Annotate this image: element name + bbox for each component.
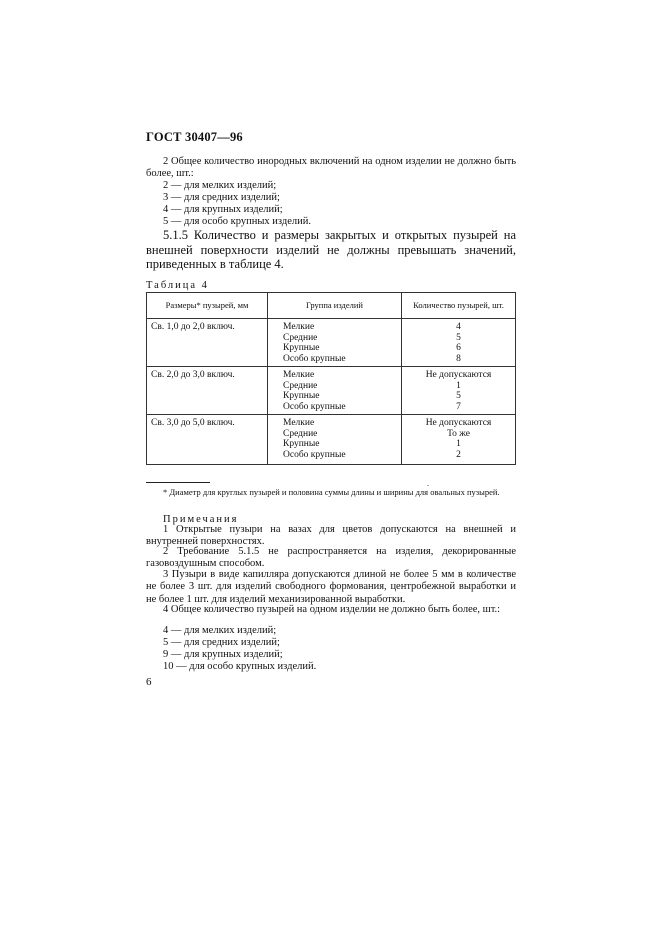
group-label: Особо крупные: [283, 401, 346, 412]
scan-speck: .: [427, 479, 429, 488]
header-count: Количество пузырей, шт.: [402, 293, 516, 319]
bubbles-table: [146, 292, 516, 465]
group-cell: [268, 367, 402, 415]
notes-title: Примечания: [163, 514, 239, 525]
group-label: Особо крупные: [283, 353, 346, 364]
count-cell: [402, 367, 516, 415]
note-2-paragraph: 2 Общее количество инородных включений на одном изделии не должно быть более, шт.:: [146, 156, 516, 180]
count-value: 5: [456, 332, 461, 343]
group-label: Особо крупные: [283, 449, 346, 460]
page-number: 6: [146, 676, 152, 688]
header-size: Размеры* пузырей, мм: [147, 293, 268, 319]
note-2-item-4: 5 — для особо крупных изделий.: [163, 216, 311, 227]
count-value: 2: [456, 449, 461, 460]
count-cell: [402, 415, 516, 465]
group-label: Средние: [283, 332, 318, 343]
note-4-item-1: 4 — для мелких изделий;: [163, 625, 277, 636]
count-value: 4: [456, 322, 461, 332]
group-label: Мелкие: [283, 322, 315, 332]
table-header-row: [147, 293, 516, 319]
group-label: Крупные: [283, 343, 320, 354]
count-value: То же: [447, 428, 470, 439]
note-4-item-3: 9 — для крупных изделий;: [163, 649, 283, 660]
count-value: Не допускаются: [425, 418, 492, 428]
group-label: Крупные: [283, 391, 320, 402]
count-value: 1: [456, 380, 461, 391]
group-label: Средние: [283, 380, 318, 391]
group-label: Средние: [283, 428, 318, 439]
note-2-item-3: 4 — для крупных изделий;: [163, 204, 283, 215]
note-2: 2 Требование 5.1.5 не распространяется на изделия, декорированные газовоздушным способом.: [146, 546, 516, 570]
footnote-divider: [146, 482, 210, 483]
count-cell: [402, 319, 516, 367]
document-header: ГОСТ 30407—96: [146, 130, 243, 144]
note-4-item-2: 5 — для средних изделий;: [163, 637, 280, 648]
count-value: Не допускаются: [425, 370, 492, 380]
table-caption: Таблица 4: [146, 280, 209, 291]
group-cell: [268, 319, 402, 367]
group-label: Мелкие: [283, 418, 315, 428]
table-row: [147, 415, 516, 465]
group-label: Крупные: [283, 439, 320, 450]
count-value: 7: [456, 401, 461, 412]
count-value: 5: [456, 391, 461, 402]
table-row: [147, 367, 516, 415]
group-label: Мелкие: [283, 370, 315, 380]
table-footnote: * Диаметр для круглых пузырей и половина суммы длины и ширины для овальных пузырей.: [163, 487, 500, 497]
note-1: 1 Открытые пузыри на вазах для цветов допускаются на внешней и внутренней поверхностях.: [146, 524, 516, 548]
header-group: Группа изделий: [268, 293, 402, 319]
note-2-item-2: 3 — для средних изделий;: [163, 192, 280, 203]
count-value: 6: [456, 343, 461, 354]
size-cell: Св. 2,0 до 3,0 включ.: [147, 367, 268, 415]
group-cell: [268, 415, 402, 465]
note-4: 4 Общее количество пузырей на одном изделии не должно быть более, шт.:: [163, 604, 501, 615]
clause-5-1-5: 5.1.5 Количество и размеры закрытых и открытых пузырей на внешней поверхности изделий не должны превышать значений, приведенных в таблице 4.: [146, 228, 516, 271]
note-3: 3 Пузыри в виде капилляра допускаются длиной не более 5 мм в количестве не более 3 шт. для изделий свободного формования, центробежной выработки и не более 1 шт. для изделий механизированной выработки.: [146, 569, 516, 605]
note-4-item-4: 10 — для особо крупных изделий.: [163, 661, 317, 672]
count-value: 1: [456, 439, 461, 450]
size-cell: Св. 3,0 до 5,0 включ.: [147, 415, 268, 465]
size-cell: Св. 1,0 до 2,0 включ.: [147, 319, 268, 367]
note-2-item-1: 2 — для мелких изделий;: [163, 180, 277, 191]
table-row: [147, 319, 516, 367]
count-value: 8: [456, 353, 461, 364]
